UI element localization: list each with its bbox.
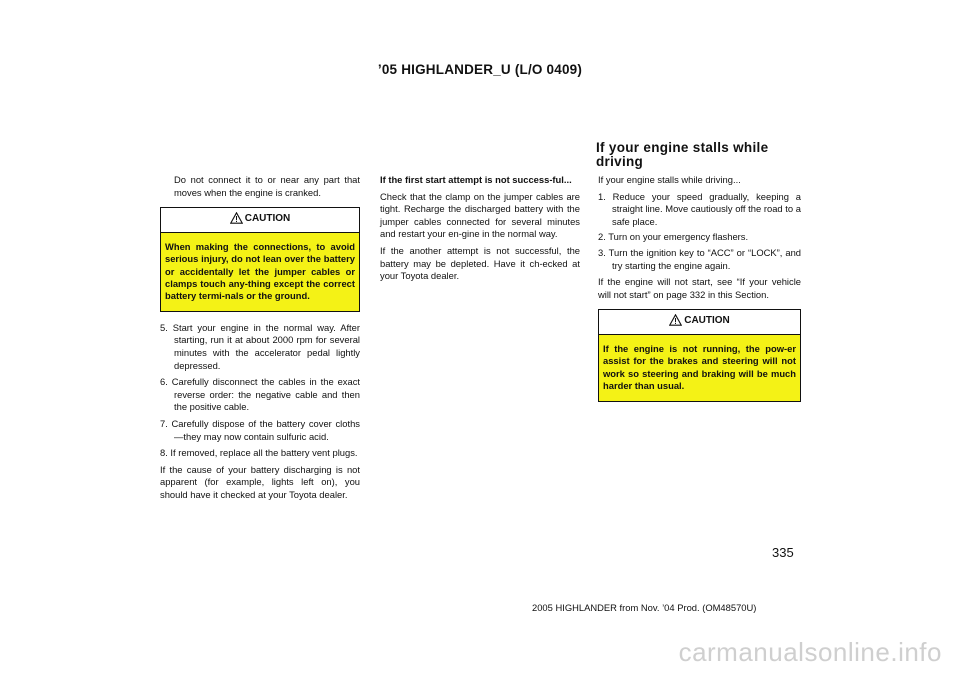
caution-text: If the engine is not running, the pow-er assist for the brakes and steering will not work so steering and braking will be much harder than usual. xyxy=(603,342,796,392)
stall-intro: If your engine stalls while driving... xyxy=(598,174,741,185)
retry-paragraph-1: Check that the clamp on the jumper cables are tight. Recharge the discharged battery with the jumper cables connected for several minutes and restart your en-gine in the normal way. xyxy=(380,190,580,240)
retry-paragraph-2: If the another attempt is not successful, the battery may be depleted. Have it ch-ecked at your Toyota dealer. xyxy=(380,244,580,282)
warning-triangle-icon xyxy=(230,213,245,224)
jump-start-steps xyxy=(160,322,360,460)
list-item: 7. Carefully dispose of the battery cover cloths—they may now contain sulfuric acid. xyxy=(160,417,360,442)
column-left xyxy=(160,174,360,506)
list-item: 2. Turn on your emergency flashers. xyxy=(598,231,749,243)
stall-steps xyxy=(598,191,801,273)
warning-triangle-icon xyxy=(669,315,684,326)
caution-label: CAUTION xyxy=(244,213,291,225)
caution-header xyxy=(599,310,800,335)
caution-header xyxy=(161,208,359,233)
connection-warning-text: Do not connect it to or near any part that moves when the engine is cranked. xyxy=(174,174,360,198)
section-title: If your engine stalls while driving xyxy=(596,140,769,169)
list-item: 8. If removed, replace all the battery vent plugs. xyxy=(160,447,358,459)
caution-label: CAUTION xyxy=(684,315,730,327)
battery-discharge-note: If the cause of your battery discharging is not apparent (for example, lights left on), you should have it checked at your Toyota dealer. xyxy=(160,463,360,500)
watermark: carmanualsonline.info xyxy=(678,637,942,667)
caution-box-stall xyxy=(598,309,801,401)
list-item: 6. Carefully disconnect the cables in the exact reverse order: the negative cable and then the positive cable. xyxy=(160,376,360,413)
page-header: ’05 HIGHLANDER_U (L/O 0409) xyxy=(377,62,583,77)
no-start-reference: If the engine will not start, see “If your vehicle will not start” on page 332 in this Section. xyxy=(598,276,801,300)
caution-box-connections xyxy=(160,207,360,312)
page-footer: 2005 HIGHLANDER from Nov. ’04 Prod. (OM48570U) xyxy=(532,602,757,613)
list-item: 3. Turn the ignition key to “ACC” or “LOCK”, and try starting the engine again. xyxy=(598,246,801,271)
page-number: 335 xyxy=(772,545,794,560)
retry-heading: If the first start attempt is not success-ful... xyxy=(380,174,572,185)
list-item: 1. Reduce your speed gradually, keeping a straight line. Move cautiously off the road to a safe place. xyxy=(598,190,801,227)
list-item: 5. Start your engine in the normal way. After starting, run it at about 2000 rpm for several minutes with the accelerator pedal lightly depressed. xyxy=(160,321,360,371)
caution-text: When making the connections, to avoid serious injury, do not lean over the battery or accidentally let the jumper cables or clamps touch any-thing except the correct battery termi-nals or the ground. xyxy=(165,240,355,302)
column-right xyxy=(598,174,801,412)
column-middle xyxy=(380,174,580,287)
